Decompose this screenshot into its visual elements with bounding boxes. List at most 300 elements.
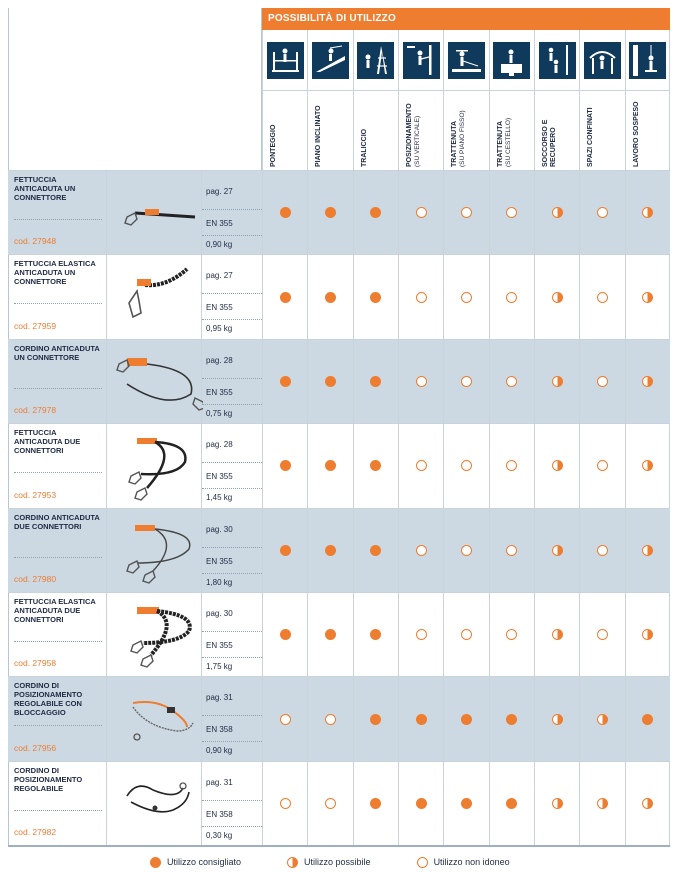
rating-empty-icon [461,207,472,218]
usage-label-cell [262,91,307,171]
product-meta [202,509,262,592]
name-divider [14,388,102,389]
rating-empty-icon [461,629,472,640]
name-divider [14,472,102,473]
standard-ref: EN 355 [206,387,233,397]
restraint-fixed-icon [448,42,485,79]
page-ref: pag. 28 [206,355,233,365]
usage-header: POSSIBILITÀ DI UTILIZZO [262,8,670,30]
usage-label-main: LAVORO SOSPESO [632,101,640,167]
usage-rating-cell [489,171,534,254]
product-image [106,762,202,845]
product-name: FETTUCCIA ANTICADUTA UN CONNETTORE [14,175,76,202]
usage-rating-cell [489,340,534,423]
product-image [106,593,202,676]
usage-ratings [262,340,670,423]
product-image [106,171,202,254]
meta-divider [202,547,262,548]
rating-half-icon [552,292,563,303]
usage-rating-cell [534,255,579,338]
usage-label-main: SPAZI CONFINATI [587,107,595,167]
rating-empty-icon [416,207,427,218]
product-meta [202,171,262,254]
usage-label [406,97,436,167]
rating-full-icon [370,798,381,809]
usage-rating-cell [579,171,624,254]
usage-ratings [262,677,670,760]
usage-ratings [262,255,670,338]
product-code: cod. 27958 [14,658,57,669]
name-divider [14,303,102,304]
usage-rating-cell [353,677,398,760]
rating-full-icon [370,376,381,387]
product-code: cod. 27982 [14,827,57,838]
rating-full-icon [370,714,381,725]
weight-value: 1,80 kg [206,577,233,587]
usage-rating-cell [443,677,488,760]
rating-empty-icon [597,292,608,303]
rating-empty-icon [506,629,517,640]
usage-rating-cell [307,340,352,423]
rating-empty-icon [325,714,336,725]
usage-label-sub: (SU PIANO FISSO) [459,110,467,167]
standard-ref: EN 355 [206,556,233,566]
product-name: CORDINO ANTICADUTA DUE CONNETTORI [14,512,100,531]
product-meta [202,677,262,760]
page-ref: pag. 30 [206,608,233,618]
weight-value: 0,75 kg [206,408,233,418]
rating-empty-icon [280,798,291,809]
product-image [106,340,202,423]
usage-icon-cell [262,30,307,90]
rating-empty-icon [461,376,472,387]
meta-divider [202,657,262,658]
usage-icon-cell [489,30,534,90]
table-row [8,423,670,507]
rating-full-icon [280,292,291,303]
inclined-roof-icon [312,42,349,79]
rating-full-icon [280,460,291,471]
rating-empty-icon [506,460,517,471]
meta-divider [202,631,262,632]
rating-empty-icon [416,629,427,640]
rating-full-icon [280,629,291,640]
standard-ref: EN 358 [206,809,233,819]
product-code: cod. 27948 [14,236,57,247]
meta-divider [202,573,262,574]
usage-rating-cell [398,677,443,760]
product-table [8,170,670,845]
rating-half-icon [552,376,563,387]
usage-rating-cell [625,255,670,338]
usage-rating-cell [262,255,307,338]
page-ref: pag. 28 [206,440,233,450]
product-meta [202,762,262,845]
usage-rating-cell [443,509,488,592]
rating-full-icon [416,798,427,809]
table-row [8,170,670,254]
meta-divider [202,462,262,463]
usage-rating-cell [443,255,488,338]
meta-divider [202,826,262,827]
usage-rating-cell [443,340,488,423]
rating-empty-icon [597,376,608,387]
positioning-icon [403,42,440,79]
usage-rating-cell [534,762,579,845]
standard-ref: EN 355 [206,472,233,482]
legend-half-icon [287,857,298,868]
legend-full-icon [150,857,161,868]
rating-full-icon [370,629,381,640]
usage-label-cell [307,91,352,171]
product-meta [202,424,262,507]
rating-half-icon [552,545,563,556]
rating-full-icon [325,545,336,556]
usage-label-sub: (SU VERTICALE) [414,115,422,167]
usage-label [542,97,572,167]
name-divider [14,725,102,726]
usage-rating-cell [262,340,307,423]
usage-icons-row [262,30,670,90]
page-ref: pag. 27 [206,187,233,196]
usage-rating-cell [443,424,488,507]
standard-ref: EN 358 [206,725,233,735]
usage-label [587,97,617,167]
restraint-basket-icon [493,42,530,79]
usage-ratings [262,509,670,592]
usage-rating-cell [307,171,352,254]
meta-divider [202,378,262,379]
usage-label [315,97,345,167]
rating-empty-icon [506,207,517,218]
legend-item [150,857,241,868]
product-meta [202,593,262,676]
usage-rating-cell [353,424,398,507]
table-row [8,254,670,338]
usage-rating-cell [579,593,624,676]
page-ref: pag. 30 [206,524,233,534]
usage-rating-cell [262,171,307,254]
usage-rating-cell [307,424,352,507]
usage-rating-cell [579,340,624,423]
rating-full-icon [370,292,381,303]
confined-space-icon [584,42,621,79]
rating-full-icon [325,376,336,387]
scaffold-icon [267,42,304,79]
usage-icon-cell [398,30,443,90]
usage-rating-cell [353,340,398,423]
usage-label [497,97,527,167]
rating-empty-icon [416,460,427,471]
table-row [8,592,670,676]
rating-full-icon [461,798,472,809]
rating-empty-icon [597,629,608,640]
rating-half-icon [642,207,653,218]
usage-rating-cell [579,762,624,845]
usage-rating-cell [625,762,670,845]
rating-empty-icon [506,376,517,387]
usage-rating-cell [443,593,488,676]
rating-empty-icon [597,545,608,556]
meta-divider [202,319,262,320]
legend [150,855,570,869]
rating-empty-icon [461,460,472,471]
usage-icon-cell [353,30,398,90]
usage-icon-cell [579,30,624,90]
rating-empty-icon [416,376,427,387]
usage-rating-cell [262,593,307,676]
rating-empty-icon [461,545,472,556]
usage-rating-cell [307,762,352,845]
usage-rating-cell [353,509,398,592]
rating-half-icon [642,629,653,640]
usage-label-main: TRATTENUTA [496,120,504,167]
product-name: CORDINO ANTICADUTA UN CONNETTORE [14,343,100,362]
usage-label-main: SOCCORSO E RECUPERO [542,119,558,167]
usage-ratings [262,424,670,507]
usage-label-main: TRALICCIO [360,128,368,167]
weight-value: 0,90 kg [206,746,233,756]
meta-divider [202,800,262,801]
usage-icon-cell [534,30,579,90]
name-divider [14,219,102,220]
usage-rating-cell [534,424,579,507]
page-ref: pag. 31 [206,693,233,703]
usage-icon-cell [443,30,488,90]
product-name: FETTUCCIA ANTICADUTA DUE CONNETTORI [14,428,81,456]
weight-value: 1,75 kg [206,661,233,671]
product-code: cod. 27978 [14,405,57,416]
usage-rating-cell [489,424,534,507]
usage-rating-cell [579,424,624,507]
name-divider [14,810,102,811]
usage-rating-cell [625,424,670,507]
name-divider [14,557,102,558]
rating-half-icon [552,207,563,218]
usage-rating-cell [353,762,398,845]
meta-divider [202,209,262,210]
usage-label-main: PONTEGGIO [270,124,278,167]
usage-label-cell [579,91,624,171]
usage-rating-cell [489,255,534,338]
usage-rating-cell [489,677,534,760]
usage-rating-cell [398,171,443,254]
rating-empty-icon [325,798,336,809]
meta-divider [202,235,262,236]
usage-labels-row [262,90,670,170]
usage-rating-cell [534,677,579,760]
rating-empty-icon [597,207,608,218]
usage-rating-cell [398,509,443,592]
usage-rating-cell [398,340,443,423]
weight-value: 0,95 kg [206,324,233,334]
usage-label-cell [443,91,488,171]
meta-divider [202,293,262,294]
weight-value: 0,30 kg [206,830,233,840]
usage-label-cell [353,91,398,171]
rating-full-icon [370,460,381,471]
legend-item [417,857,510,868]
rating-half-icon [552,460,563,471]
usage-rating-cell [443,171,488,254]
legend-label: Utilizzo consigliato [167,857,242,867]
suspended-work-icon [629,42,666,79]
usage-label [633,97,663,167]
usage-label-main: POSIZIONAMENTO [406,103,414,167]
usage-rating-cell [534,509,579,592]
usage-rating-cell [307,677,352,760]
product-image [106,509,202,592]
rating-full-icon [325,629,336,640]
usage-rating-cell [307,509,352,592]
usage-rating-cell [625,509,670,592]
usage-label-cell [489,91,534,171]
rating-empty-icon [461,292,472,303]
rating-half-icon [642,460,653,471]
page-ref: pag. 31 [206,777,233,787]
usage-rating-cell [398,762,443,845]
rating-full-icon [461,714,472,725]
rating-full-icon [506,714,517,725]
usage-rating-cell [534,171,579,254]
standard-ref: EN 355 [206,303,233,313]
usage-rating-cell [307,255,352,338]
rating-half-icon [642,545,653,556]
usage-label [451,97,481,167]
usage-rating-cell [353,255,398,338]
usage-rating-cell [262,424,307,507]
usage-rating-cell [625,340,670,423]
rating-empty-icon [416,545,427,556]
usage-rating-cell [353,171,398,254]
rating-full-icon [325,207,336,218]
meta-divider [202,488,262,489]
product-meta [202,255,262,338]
rating-half-icon [597,714,608,725]
product-image [106,255,202,338]
weight-value: 0,90 kg [206,240,233,249]
rating-empty-icon [597,460,608,471]
product-code: cod. 27956 [14,742,57,753]
rating-half-icon [642,798,653,809]
meta-divider [202,715,262,716]
table-row [8,761,670,845]
usage-label [361,97,391,167]
rating-half-icon [642,376,653,387]
usage-rating-cell [625,677,670,760]
product-code: cod. 27953 [14,489,57,500]
usage-label-main: TRATTENUTA [451,120,459,167]
usage-rating-cell [398,424,443,507]
rating-full-icon [642,714,653,725]
rating-half-icon [552,798,563,809]
usage-rating-cell [534,340,579,423]
usage-rating-cell [489,762,534,845]
usage-rating-cell [579,509,624,592]
standard-ref: EN 355 [206,640,233,650]
page-ref: pag. 27 [206,271,233,281]
table-bottom-border [8,845,670,847]
usage-label-cell [534,91,579,171]
meta-divider [202,741,262,742]
usage-rating-cell [398,593,443,676]
rating-half-icon [552,714,563,725]
rating-full-icon [416,714,427,725]
product-image [106,677,202,760]
legend-item [287,857,371,868]
rating-half-icon [552,629,563,640]
usage-rating-cell [262,509,307,592]
meta-divider [202,404,262,405]
rating-empty-icon [416,292,427,303]
usage-label-cell [625,91,670,171]
usage-rating-cell [534,593,579,676]
usage-rating-cell [625,593,670,676]
usage-ratings [262,593,670,676]
rescue-icon [539,42,576,79]
rating-full-icon [325,460,336,471]
rating-half-icon [642,292,653,303]
name-divider [14,641,102,642]
usage-rating-cell [625,171,670,254]
table-row [8,676,670,760]
weight-value: 1,45 kg [206,493,233,503]
rating-empty-icon [506,292,517,303]
standard-ref: EN 355 [206,219,233,228]
table-corner [8,8,262,170]
pylon-icon [357,42,394,79]
product-meta [202,340,262,423]
rating-full-icon [506,798,517,809]
product-name: FETTUCCIA ELASTICA ANTICADUTA DUE CONNETTORI [14,596,96,624]
table-row [8,508,670,592]
usage-label-sub: (SU CESTELLO) [504,117,512,167]
product-image [106,424,202,507]
usage-label-cell [398,91,443,171]
product-code: cod. 27959 [14,320,57,331]
usage-icon-cell [625,30,670,90]
rating-full-icon [280,376,291,387]
usage-rating-cell [443,762,488,845]
legend-label: Utilizzo possibile [304,857,371,867]
usage-rating-cell [489,509,534,592]
usage-label [270,97,300,167]
table-row [8,339,670,423]
rating-full-icon [280,207,291,218]
rating-full-icon [325,292,336,303]
product-name: CORDINO DI POSIZIONAMENTO REGOLABILE CON BLOCCAGGIO [14,681,83,718]
rating-empty-icon [280,714,291,725]
rating-full-icon [370,207,381,218]
usage-rating-cell [579,677,624,760]
rating-full-icon [370,545,381,556]
product-name: CORDINO DI POSIZIONAMENTO REGOLABILE [14,765,83,793]
usage-rating-cell [398,255,443,338]
product-code: cod. 27980 [14,573,57,584]
product-name: FETTUCCIA ELASTICA ANTICADUTA UN CONNETTORE [14,259,96,287]
legend-empty-icon [417,857,428,868]
usage-rating-cell [489,593,534,676]
usage-icon-cell [307,30,352,90]
legend-label: Utilizzo non idoneo [433,857,510,867]
usage-ratings [262,762,670,845]
rating-half-icon [597,798,608,809]
rating-empty-icon [506,545,517,556]
usage-rating-cell [262,762,307,845]
usage-rating-cell [353,593,398,676]
rating-full-icon [280,545,291,556]
usage-rating-cell [307,593,352,676]
